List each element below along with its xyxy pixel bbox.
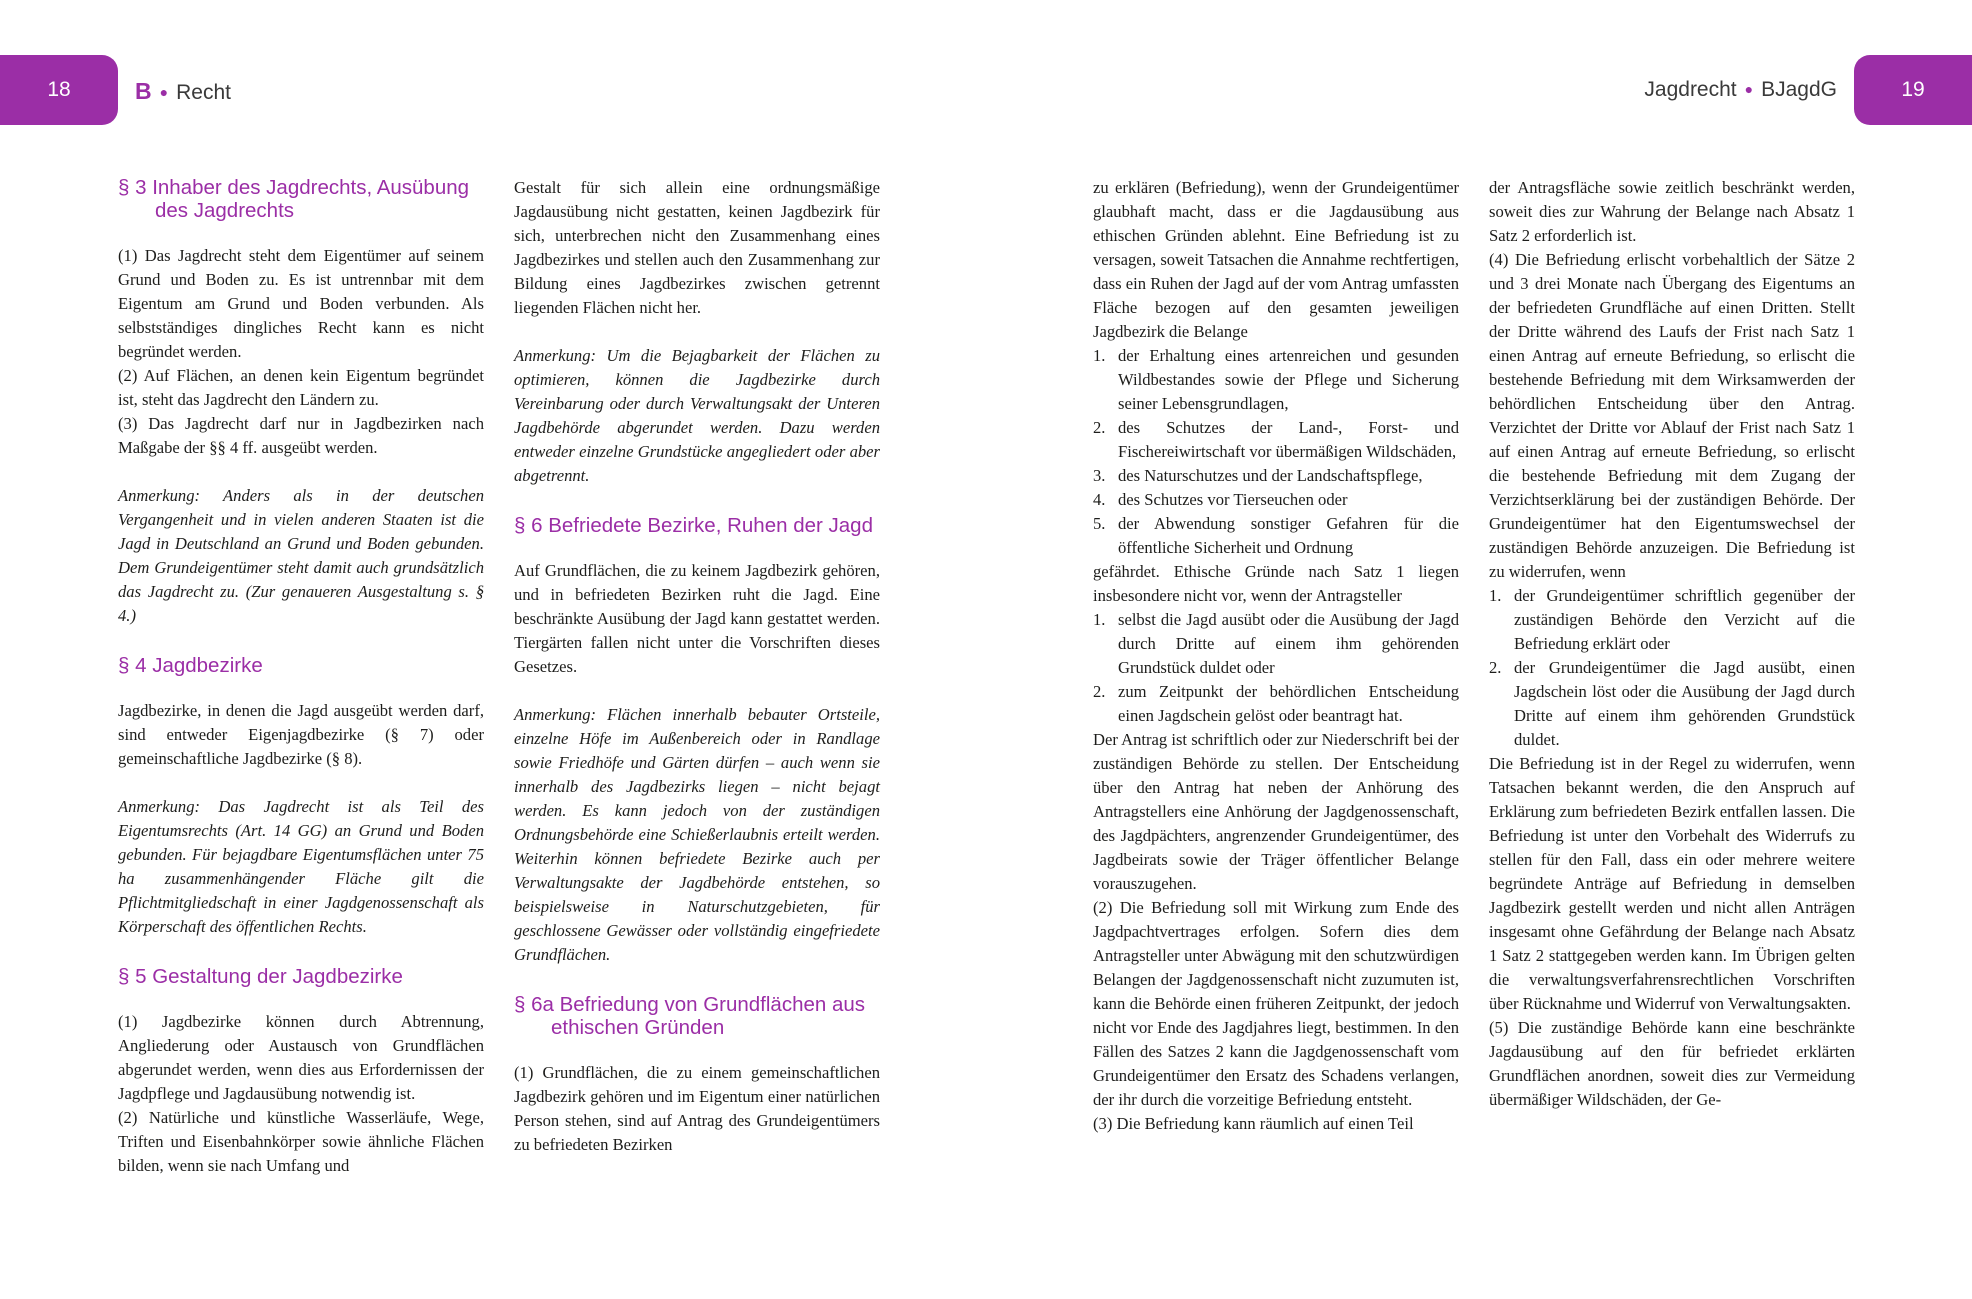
paragraph: (1) Grundflächen, die zu einem gemeinschaftlichen Jagdbezirk gehören und im Eigentum einer natürlichen Person stehen, sind auf Antrag des Grundeigentümers zu befriedeten Bezirken <box>514 1063 880 1154</box>
section-title: Recht <box>176 81 231 104</box>
note: Anmerkung: Anders als in der deutschen Vergangenheit und in vielen anderen Staaten ist die Jagd in Deutschland an Grund und Boden gebunden. Dem Grundeigentümer steht damit auch grundsätzlich das Jagdrecht zu. (Zur genaueren Ausgestaltung s. § 4.) <box>118 486 484 625</box>
page-number-right: 19 <box>1854 55 1972 125</box>
list-item: 5. der Abwendung sonstiger Gefahren für die öffentliche Sicherheit und Ordnung <box>1093 514 1459 557</box>
list-item: 4. des Schutzes vor Tierseuchen oder <box>1093 490 1348 509</box>
paragraph: (1) Das Jagdrecht steht dem Eigentümer auf seinem Grund und Boden zu. Es ist untrennbar mit dem Eigentum am Grund und Boden verbunden. Als selbstständiges dingliches Recht kann es nicht begründet werden. <box>118 246 484 361</box>
section-heading-4: § 4 Jagdbezirke <box>118 654 263 677</box>
section-heading-3: § 3 Inhaber des Jagdrechts, Ausübung des Jagdrechts <box>118 176 470 222</box>
section-heading-6a: § 6a Befriedung von Grundflächen aus ethischen Gründen <box>514 993 866 1039</box>
text-column-2 <box>514 176 880 1157</box>
paragraph: (2) Auf Flächen, an denen kein Eigentum begründet ist, steht das Jagdrecht den Ländern zu. <box>118 366 484 409</box>
note: Anmerkung: Das Jagdrecht ist als Teil des Eigentumsrechts (Art. 14 GG) an Grund und Boden gebunden. Für bejagdbare Eigentumsflächen unter 75 ha zusammenhängender Fläche gilt die Pflichtmitgliedschaft in einer Jagdgenossenschaft als Körperschaft des öffentlichen Rechts. <box>118 797 484 936</box>
numbered-list <box>1489 584 1855 752</box>
list-item: 3. des Naturschutzes und der Landschaftspflege, <box>1093 466 1423 485</box>
chapter-title: Jagdrecht <box>1644 78 1737 101</box>
paragraph: Gestalt für sich allein eine ordnungsmäßige Jagdausübung nicht gestatten, keinen Jagdbezirk für sich, unterbrechen nicht den Zusammenhang eines Jagdbezirkes und stellen auch den Zusammenhang zur Bildung eines Jagdbezirkes zwischen getrennt liegenden Flächen nicht her. <box>514 178 880 317</box>
list-item: 2. des Schutzes der Land-, Forst- und Fischereiwirtschaft vor übermäßigen Wildschäden, <box>1093 418 1459 461</box>
paragraph: (3) Die Befriedung kann räumlich auf einen Teil <box>1093 1114 1414 1133</box>
law-abbreviation: BJagdG <box>1761 78 1837 101</box>
list-item: 1. der Erhaltung eines artenreichen und gesunden Wildbestandes sowie der Pflege und Sicherung seiner Lebensgrundlagen, <box>1093 346 1459 413</box>
paragraph: Auf Grundflächen, die zu keinem Jagdbezirk gehören, und in befriedeten Bezirken ruht die Jagd. Eine beschränkte Ausübung der Jagd kann gestattet werden. Tiergärten fallen nicht unter die Vorschriften dieses Gesetzes. <box>514 561 880 676</box>
paragraph: (4) Die Befriedung erlischt vorbehaltlich der Sätze 2 und 3 drei Monate nach Übergang des Eigentums an der befriedeten Grundfläche auf einen Dritten. Stellt der Dritte während des Laufs der Frist nach Satz 1 einen Antrag auf erneute Befriedung, so erlischt die bestehende Befriedung mit dem Wirksamwerden der behördlichen Entscheidung über den Antrag. Verzichtet der Dritte vor Ablauf der Frist nach Satz 1 auf einen Antrag auf erneute Befriedung, so erlischt die bestehende Befriedung mit dem Zugang der Verzichtserklärung bei der zuständigen Behörde. Der Grundeigentümer hat den Eigentumswechsel der zuständigen Behörde anzuzeigen. Die Befriedung ist zu widerrufen, wenn <box>1489 250 1855 581</box>
page-number-left: 18 <box>0 55 118 125</box>
section-heading-5: § 5 Gestaltung der Jagdbezirke <box>118 965 403 988</box>
text-column-4 <box>1489 176 1855 1112</box>
paragraph: zu erklären (Befriedung), wenn der Grundeigentümer glaubhaft macht, dass er die Jagdausübung aus ethischen Gründen ablehnt. Eine Befriedung ist zu versagen, soweit Tatsachen die Annahme rechtfertigen, dass ein Ruhen der Jagd auf der vom Antrag umfassten Fläche bezogen auf den gesamten jeweiligen Jagdbezirk die Belange <box>1093 178 1459 341</box>
section-heading-6: § 6 Befriedete Bezirke, Ruhen der Jagd <box>514 514 873 537</box>
text-column-3 <box>1093 176 1459 1136</box>
list-item: 2. zum Zeitpunkt der behördlichen Entscheidung einen Jagdschein gelöst oder beantragt hat. <box>1093 682 1459 725</box>
bullet-icon: ● <box>159 84 169 100</box>
numbered-list <box>1093 344 1459 560</box>
paragraph: der Antragsfläche sowie zeitlich beschränkt werden, soweit dies zur Wahrung der Belange nach Absatz 1 Satz 2 erforderlich ist. <box>1489 178 1855 245</box>
note: Anmerkung: Flächen innerhalb bebauter Ortsteile, einzelne Höfe im Außenbereich oder in Randlage sowie Friedhöfe und Gärten dürfen – auch wenn sie innerhalb des Jagdbezirks liegen – nicht bejagt werden. Es kann jedoch von der zuständigen Ordnungsbehörde eine Schießerlaubnis erteilt werden. Weiterhin können befriedete Bezirke auch per Verwaltungsakte der Jagdbehörde entstehen, so beispielsweise in Naturschutzgebieten, für geschlossene Gewässer oder vollständig eingefriedete Grundflächen. <box>514 705 880 964</box>
paragraph: (3) Das Jagdrecht darf nur in Jagdbezirken nach Maßgabe der §§ 4 ff. ausgeübt werden. <box>118 414 484 457</box>
section-letter: B <box>135 78 152 104</box>
note: Anmerkung: Um die Bejagbarkeit der Flächen zu optimieren, können die Jagdbezirke durch Vereinbarung oder durch Verwaltungsakt der Unteren Jagdbehörde abgerundet werden. Dazu werden entweder einzelne Grundstücke angegliedert oder aber abgetrennt. <box>514 346 880 485</box>
list-item: 1. der Grundeigentümer schriftlich gegenüber der zuständigen Behörde den Verzicht auf die Befriedung erklärt oder <box>1489 586 1855 653</box>
paragraph: gefährdet. Ethische Gründe nach Satz 1 liegen insbesondere nicht vor, wenn der Antragsteller <box>1093 562 1459 605</box>
paragraph: (1) Jagdbezirke können durch Abtrennung, Angliederung oder Austausch von Grundflächen abgerundet werden, wenn dies aus Erfordernissen der Jagdpflege und Jagdausübung notwendig ist. <box>118 1012 484 1103</box>
running-header-right <box>1644 78 1837 102</box>
paragraph: (2) Natürliche und künstliche Wasserläufe, Wege, Triften und Eisenbahnkörper sowie ähnliche Flächen bilden, wenn sie nach Umfang und <box>118 1108 484 1175</box>
running-header-left <box>135 78 231 105</box>
text-column-1 <box>118 176 484 1178</box>
list-item: 1. selbst die Jagd ausübt oder die Ausübung der Jagd durch Dritte auf einem ihm gehörenden Grundstück duldet oder <box>1093 610 1459 677</box>
bullet-icon: ● <box>1744 81 1754 97</box>
paragraph: (2) Die Befriedung soll mit Wirkung zum Ende des Jagdpachtvertrages erfolgen. Sofern dies dem Antragsteller unter Abwägung mit den schutzwürdigen Belangen der Jagdgenossenschaft nicht zuzumuten ist, kann die Behörde einen früheren Zeitpunkt, der jedoch nicht vor Ende des Jagdjahres liegt, bestimmen. In den Fällen des Satzes 2 kann die Jagdgenossenschaft vom Grundeigentümer den Ersatz des Schadens verlangen, der ihr durch die vorzeitige Befriedung entsteht. <box>1093 898 1459 1109</box>
paragraph: (5) Die zuständige Behörde kann eine beschränkte Jagdausübung auf den für befriedet erklärten Grundflächen anordnen, soweit dies zur Vermeidung übermäßiger Wildschäden, der Ge- <box>1489 1018 1855 1109</box>
numbered-list <box>1093 608 1459 728</box>
list-item: 2. der Grundeigentümer die Jagd ausübt, einen Jagdschein löst oder die Ausübung der Jagd durch Dritte auf einem ihm gehörenden Grundstück duldet. <box>1489 658 1855 749</box>
paragraph: Der Antrag ist schriftlich oder zur Niederschrift bei der zuständigen Behörde zu stellen. Der Entscheidung über den Antrag hat neben der Anhörung des Antragstellers eine Anhörung der Jagdgenossenschaft, des Jagdpächters, angrenzender Grundeigentümer, des Jagdbeirats sowie der Träger öffentlicher Belange vorauszugehen. <box>1093 730 1459 893</box>
paragraph: Die Befriedung ist in der Regel zu widerrufen, wenn Tatsachen bekannt werden, die den Anspruch auf Erklärung zum befriedeten Bezirk entfallen lassen. Die Befriedung ist unter den Vorbehalt des Widerrufs zu stellen für den Fall, dass ein oder mehrere weitere begründete Anträge auf Befriedung in demselben Jagdbezirk gestellt werden und nicht allen Anträgen insgesamt ohne Gefährdung der Belange nach Absatz 1 Satz 2 stattgegeben werden kann. Im Übrigen gelten die verwaltungsverfahrensrechtlichen Vorschriften über Rücknahme und Widerruf von Verwaltungsakten. <box>1489 754 1855 1013</box>
paragraph: Jagdbezirke, in denen die Jagd ausgeübt werden darf, sind entweder Eigenjagdbezirke (§ 7) oder gemeinschaftliche Jagdbezirke (§ 8). <box>118 701 484 768</box>
